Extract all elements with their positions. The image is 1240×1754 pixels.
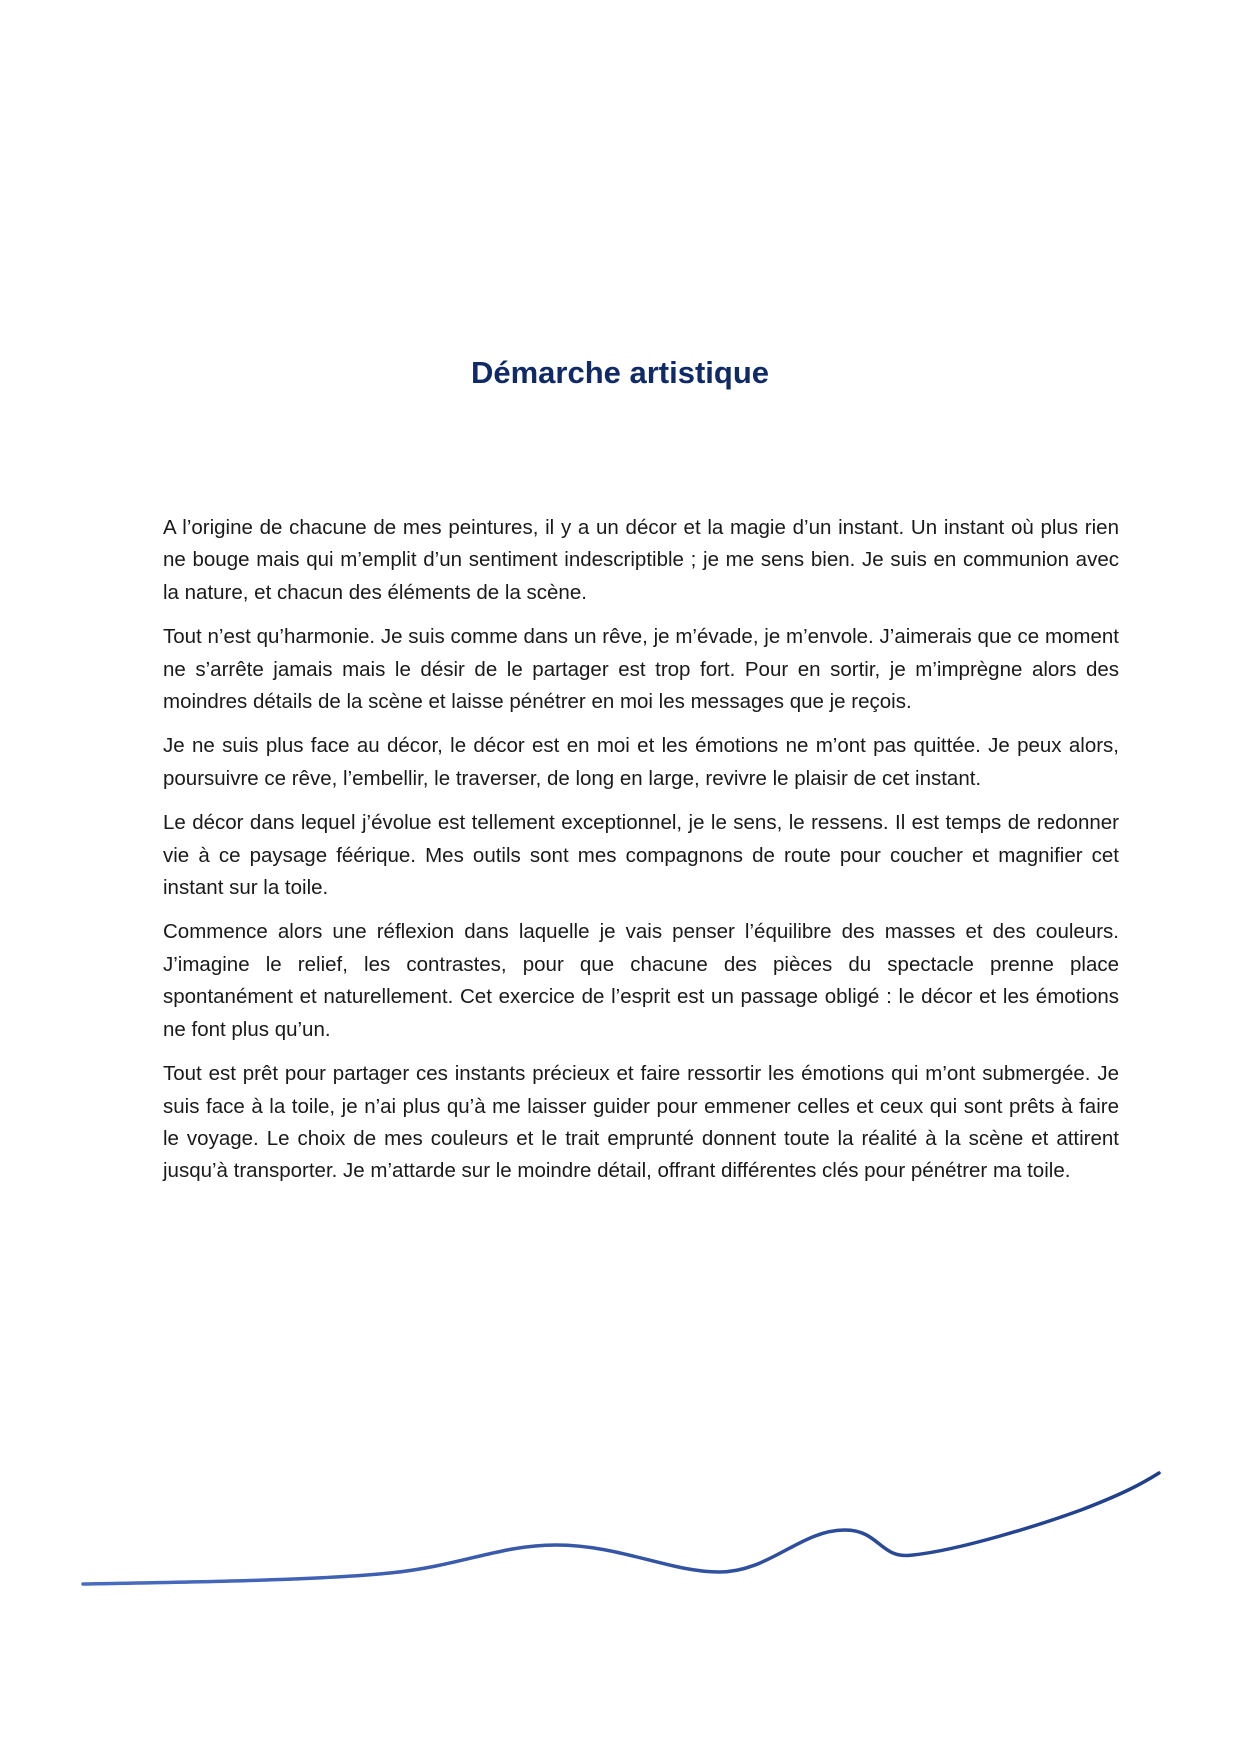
paragraph: Je ne suis plus face au décor, le décor est en moi et les émotions ne m’ont pas quittée. Je peux alors, poursuivre ce rêve, l’embellir, le traverser, de long en large, revivre le plaisir de cet instant. (163, 734, 1119, 790)
paragraph: Tout n’est qu’harmonie. Je suis comme dans un rêve, je m’évade, je m’envole. J’aimerais que ce moment ne s’arrête jamais mais le désir de le partager est trop fort. Pour en sortir, je m’imprègne alors des moindres détails de la scène et laisse pénétrer en moi les messages que je reçois. (163, 625, 1119, 714)
page-title: Démarche artistique (470, 355, 770, 390)
paragraph: A l’origine de chacune de mes peintures, il y a un décor et la magie d’un instant. Un instant où plus rien ne bouge mais qui m’emplit d’un sentiment indescriptible ; je me sens bien. Je suis en communion avec la nature, et chacun des éléments de la scène. (163, 516, 1119, 604)
paragraph: Commence alors une réflexion dans laquelle je vais penser l’équilibre des masses et des couleurs. J’imagine le relief, les contrastes, pour que chacune des pièces du spectacle prenne place spontanément et naturellement. Cet exercice de l’esprit est un passage obligé : le décor et les émotions ne font plus qu’un. (163, 920, 1119, 1041)
paragraph: Le décor dans lequel j’évolue est tellement exceptionnel, je le sens, le ressens. Il est temps de redonner vie à ce paysage féérique. Mes outils sont mes compagnons de route pour coucher et magnifier cet instant sur la toile. (163, 811, 1119, 900)
paragraph: Tout est prêt pour partager ces instants précieux et faire ressortir les émotions qui m’ont submergée. Je suis face à la toile, je n’ai plus qu’à me laisser guider pour emmener celles et ceux qui sont prêts à faire le voyage. Le choix de mes couleurs et le trait emprunté donnent toute la réalité à la scène et attirent jusqu’à transporter. Je m’attarde sur le moindre détail, offrant différentes clés pour pénétrer ma toile. (163, 1062, 1119, 1183)
wave-path (83, 1473, 1159, 1584)
